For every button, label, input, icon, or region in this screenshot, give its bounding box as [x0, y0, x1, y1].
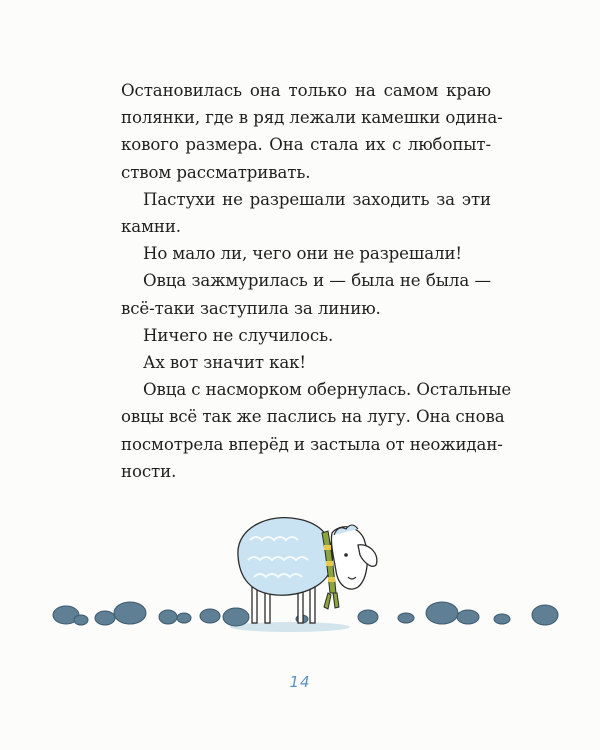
stone-icon	[200, 609, 220, 623]
text-line: Овца с насморком обернулась. Остальные	[143, 380, 512, 400]
text-line: всё-таки заступила за линию.	[121, 298, 381, 318]
stone-icon	[177, 613, 191, 623]
stone-icon	[426, 602, 458, 624]
text-line: Ах вот значит как!	[143, 353, 306, 373]
text-line: ством рассматривать.	[121, 162, 311, 182]
stone-icon	[358, 610, 378, 624]
text-line: Остановилась она только на самом краю	[121, 81, 491, 100]
sheep-icon	[238, 518, 377, 623]
stone-icon	[74, 615, 88, 625]
stone-icon	[532, 605, 558, 625]
stone-icon	[159, 610, 177, 624]
text-line: Но мало ли, чего они не разрешали!	[143, 244, 462, 264]
text-line: Овца зажмурилась и — была не была —	[143, 271, 491, 291]
sheep-with-scarf-illustration	[40, 505, 560, 640]
text-line: полянки, где в ряд лежали камешки одина-	[121, 108, 503, 128]
stone-icon	[457, 610, 479, 624]
text-line: Ничего не случилось.	[143, 325, 334, 345]
stones-left	[53, 602, 249, 626]
text-line: ности.	[121, 461, 177, 481]
text-line: камни.	[121, 217, 181, 237]
text-line: посмотрела вперёд и застыла от неожидан-	[121, 434, 503, 454]
stone-icon	[223, 608, 249, 626]
text-line: Пастухи не разрешали заходить за эти	[143, 189, 491, 209]
main-text	[121, 77, 512, 485]
text-line: овцы всё так же паслись на лугу. Она снова	[121, 407, 505, 427]
stone-icon	[95, 611, 115, 625]
stone-icon	[398, 613, 414, 623]
ground-shadow	[230, 622, 350, 632]
page-number: 14	[289, 673, 311, 691]
stone-icon	[114, 602, 146, 624]
text-line: кового размера. Она стала их с любопыт-	[121, 135, 491, 155]
stone-icon	[494, 614, 510, 624]
